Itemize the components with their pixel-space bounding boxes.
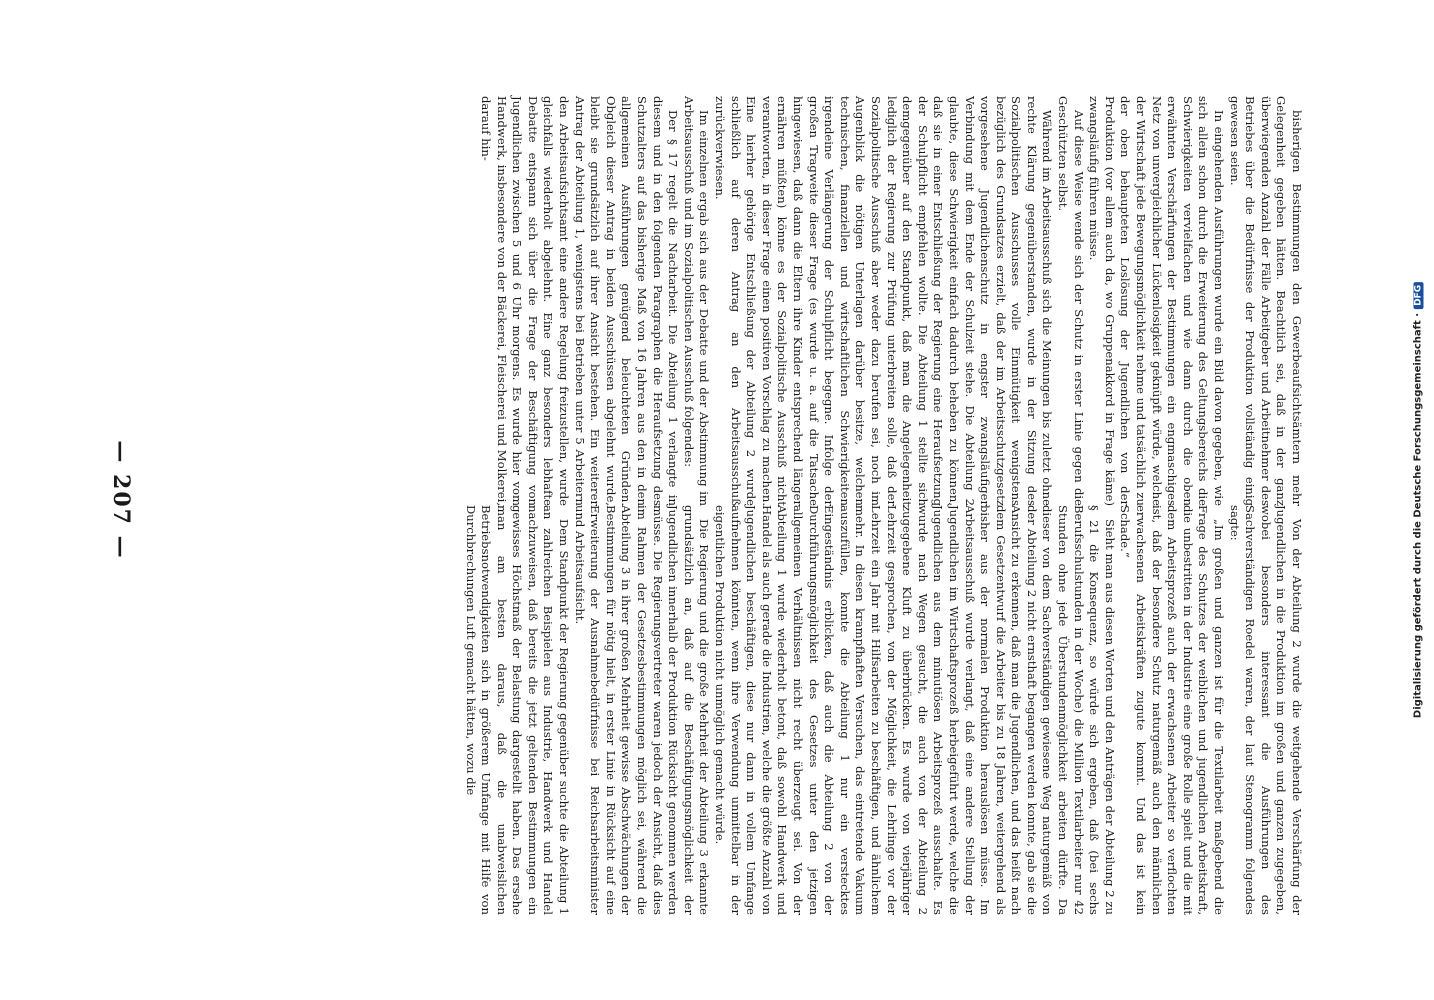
paragraph: Der § 17 regelt die Nachtarbeit. Die Abteilung 1 verlangte in diesem und in den folgenden Paragraphen die Heraufsetzung des Schutzalters auf das bisherige Maß von 16 Jahren aus den in den allgemeinen Ausführungen genügend beleuchteten Gründen. Obgleich dieser Antrag in beiden Ausschüssen abgelehnt wurde, bleibt sie grundsätzlich auf ihrer Ansicht bestehen. Ein weiterer Antrag der Abteilung 1, wenigstens bei Betrieben unter 5 Arbeitern den Arbeitsaufsichtsamt eine andere Regelung freizustellen, wurde gleichfalls wiederholt abgelehnt. Eine ganz besonders lebhafte Debatte entspann sich über die Frage der Beschäftigung von Jugendlichen zwischen 5 und 6 Uhr morgens. Es wurde hier vom Handwerk, insbesondere von der Bäckerei, Fleischerei und Molkerei, darauf hin- [479,96,681,506]
paragraph: Sieht man aus diesen Worten und den Anträgen der Abteilung 2 zu § 21 die Konsequenz, so würde sich ergeben, daß (bei sechs Berufsschulstunden in der Woche) die Million Textilarbeiter nur 42 Stunden ohne jede Überstundenmöglichkeit arbeiten dürfte. Da dieser von dem Sachverständigen gewiesene Weg naturgemäß von der Abteilung 2 nicht ernsthaft begangen werden konnte, gab sie die Ansicht zu erkennen, daß man die Jugendlichen, und das heißt nach dem Gesetzentwurf die Arbeiter bis zu 18 Jahren, weitergehend als bisher aus der normalen Produktion herauslösen müsse. Im Arbeitsausschuß wurde verlangt, daß eine andere Stellung der Jugendlichen im Wirtschaftsprozeß herbeigeführt werde, welche die Jugendlichen aus dem minutiösen Arbeitsprozeß ausschalte. Es wurde nach Wegen gesucht, die auch von der Abteilung 2 zugegebene Kluft zu überbrücken. Es wurde von vierjähriger Lehrzeit gesprochen, von der Möglichkeit, die Lehrlinge vor der Lehrzeit ein Jahr mit Hilfsarbeiten zu beschäftigen, und ähnlichem mehr. In diesen krampfhaften Versuchen, das eintretende Vakuum auszufüllen, konnte die Abteilung 1 nur ein verstecktes Eingeständnis erblicken, daß auch die Abteilung 2 von der Durchführungsmöglichkeit des Gesetzes unter den jetzigen allgemeinen Verhältnissen nicht recht überzeugt sei. Von der Abteilung 1 wurde wiederholt betont, daß sowohl Handwerk und Handel als auch gerade die Industrien, welche die größte Anzahl von Jugendlichen beschäftigen, diese nur dann in vollem Umfange aufnehmen könnten, wenn ihre Verwendung unmittelbar in der eigentlichen Produktion nicht unmöglich gemacht würde. [713,505,1117,915]
paragraph: In eingehenden Ausführungen wurde ein Bild davon gegeben, wie sich allein schon durch die Erweiterung des Geltungsbereichs die Schwierigkeiten vervielfachen und wie dann durch die oben erwähnten Verschärfungen der Bestimmungen ein engmaschiges Netz von unvergleichlicher Lückenlosigkeit geknüpft würde, welche der Wirtschaft jede Bewegungsmöglichkeit nehme und tatsächlich zu der oben behaupteten Loslösung der Jugendlichen von der Produktion (vor allem auch da, wo Gruppenakkord in Frage käme) zwangsläufig führen müsse. [1087,96,1227,506]
paragraph: bisherigen Bestimmungen den Gewerbeaufsichtsämtern mehr Gelegenheit gegeben hätten. Beachtlich sei, daß in der ganz überwiegenden Anzahl der Fälle Arbeitgeber und Arbeitnehmer des Betriebes über die Bedürfnisse der Produktion vollständig einig gewesen seien. [1227,96,1304,506]
paragraph: „Im großen und ganzen ist für die Textilarbeit maßgebend die Frage des Schutzes der weiblichen und jugendlichen Arbeitskraft, die unbestritten in der Industrie eine große Rolle spielt und die mit dem Arbeitsprozeß auch der erwachsenen Arbeiter so verflochten ist, daß der besondere Schutz naturgemäß auch den männlichen erwachsenen Arbeitskräften zugute kommt. Und das ist kein Schade.“ [1118,505,1227,915]
paragraph: Die Regierung und die große Mehrheit der Abteilung 3 erkannte grundsätzlich an, daß auf die Beschäftigungsmöglichkeit der Jugendlichen innerhalb der Produktion Rücksicht genommen werden müsse. Die Regierungsvertreter waren jedoch der Ansicht, daß dies im Rahmen der Gesetzesbestimmungen möglich sei, während die Abteilung 3 in ihrer großen Mehrheit gewisse Abschwächungen der Bestimmungen für nötig hielt, in erster Linie in Rücksicht auf eine Erweiterung der Ausnahmebedürfnisse bei Reichsarbeitsminister und Arbeitsaufsicht. [572,505,712,915]
right-text-column [134,96,1304,506]
paragraph: Auf diese Weise wende sich der Schutz in erster Linie gegen die Geschützten selbst. [1056,96,1086,506]
page-number: — 207 — [108,440,134,560]
left-text-column [134,505,1304,915]
paragraph: Dem Standpunkt der Regierung gegenüber suchte die Abteilung 1 an zahlreichen Beispielen aus Industrie, Handwerk und Handel nachzuweisen, daß bereits die jetzt geltenden Bestimmungen ein gewisses Höchstmaß der Belastung dargestellt haben. Das ersehe man am besten daraus, daß die unabweislichen Betriebsnotwendigkeiten sich in größerem Umfange mit Hilfe von Durchbrechungen Luft gemacht hätten, wozu die [463,505,572,915]
paragraph: Von der Abteilung 2 wurde die weitgehende Verschärfung der Jugendlichen in die Produktion im großen und ganzen zugegeben, wobei besonders interessant die Ausführungen des Sachverständigen Roedel waren, der laut Stenogramm folgendes sagte: [1227,505,1304,915]
paragraph: Im einzelnen ergab sich aus der Debatte und der Abstimmung im Arbeitsausschuß und im Sozialpolitischen Ausschuß folgendes: [681,96,712,506]
digitization-credit [1413,282,1424,718]
credit-text: Digitalisierung gefördert durch die Deutsche Forschungsgemeinschaft · [1412,312,1424,719]
dfg-logo: DFG [1414,282,1424,309]
paragraph: Während im Arbeitsausschuß sich die Meinungen bis zuletzt ohne rechte Klärung gegenüberstanden, wurde in der Sitzung des Sozialpolitischen Ausschusses volle Einmütigkeit wenigstens bezüglich des Grundsatzes erzielt, daß der im Arbeitsschutzgesetz vorgesehene Jugendlichenschutz in engster zwangsläufiger Verbindung mit dem Ende der Schulzeit stehe. Die Abteilung 2 glaubte, diese Schwierigkeit einfach dadurch beheben zu können, daß sie in einer Entschließung der Regierung eine Heraufsetzung der Schulpflicht empfehlen wollte. Die Abteilung 1 stellte sich demgegenüber auf den Standpunkt, daß man die Angelegenheit lediglich der Regierung zur Prüfung unterbreiten solle, daß der Sozialpolitische Ausschuß aber weder dazu berufen sei, noch im Augenblick die nötigen Unterlagen darüber besitze, welchen technischen, finanziellen und wirtschaftlichen Schwierigkeiten irgendeine Verlängerung der Schulpflicht begegne. Infolge der großen Tragweite dieser Frage (es wurde u. a. auf die Tatsache hingewiesen, daß dann die Eltern ihre Kinder entsprechend länger ernähren müßten) könne es der Sozialpolitische Ausschuß nicht verantworten, in dieser Frage einen positiven Vorschlag zu machen. Eine hierher gehörige Entschließung der Abteilung 2 wurde schließlich auf deren Antrag an den Arbeitsausschuß zurückverwiesen. [713,96,1055,506]
